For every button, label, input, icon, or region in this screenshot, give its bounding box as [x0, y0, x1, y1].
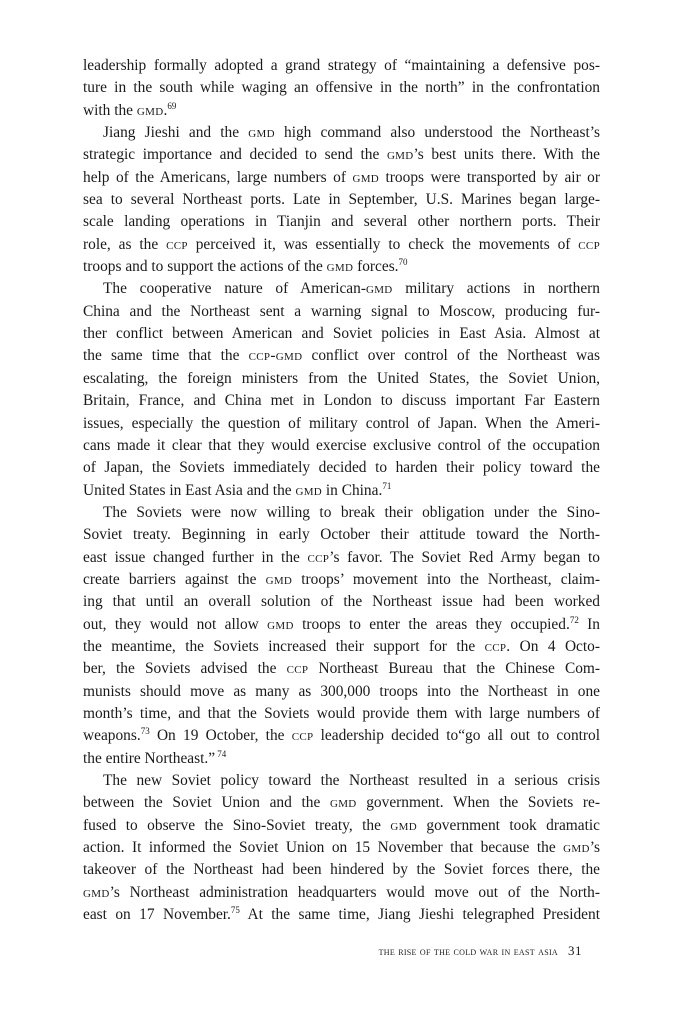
- small-caps-term: gmd: [329, 794, 357, 812]
- text-run: At the same time, Jiang Jieshi telegraphed President: [239, 906, 600, 924]
- small-caps-term: ccp: [484, 637, 507, 655]
- footnote-ref: 70: [398, 257, 408, 268]
- text-run: cans made it clear that they would exercise exclusive control of the occupation: [83, 436, 600, 454]
- text-run: in China.: [322, 481, 383, 499]
- small-caps-term: gmd: [326, 258, 354, 276]
- text-run: government took dramatic: [416, 816, 600, 834]
- text-run: troops were transported by air or: [379, 168, 600, 186]
- text-run: action. It informed the Soviet Union on 15 November that because the: [83, 839, 564, 857]
- text-run: Jiang Jieshi and the: [103, 124, 249, 142]
- text-run: munists should move as many as 300,000 troops into the Northeast in one: [83, 682, 600, 700]
- text-run: strategic importance and decided to send the: [83, 146, 387, 164]
- small-caps-term: gmd: [83, 883, 110, 901]
- small-caps-term: gmd: [386, 146, 414, 164]
- text-run: help of the Americans, large numbers of: [83, 168, 353, 186]
- footnote-ref: 74: [215, 748, 227, 759]
- small-caps-term: gmd: [248, 124, 275, 142]
- text-run: create barriers against the: [83, 570, 266, 588]
- text-run: of Japan, the Soviets immediately decided to harden their policy toward the: [83, 459, 600, 477]
- text-run: The cooperative nature of American-: [103, 280, 366, 298]
- text-line: [83, 480, 600, 502]
- text-line: [83, 256, 600, 278]
- small-caps-term: ccp-gmd: [248, 347, 303, 365]
- text-run: ’s: [589, 839, 600, 857]
- text-run: China and the Northeast sent a warning signal to Moscow, producing fur-: [83, 302, 600, 320]
- text-line: [83, 569, 600, 591]
- text-line: [83, 100, 600, 122]
- text-run: On 19 October, the: [149, 727, 292, 745]
- small-caps-term: gmd: [136, 101, 164, 119]
- text-run: troops’ movement into the Northeast, claim-: [292, 570, 600, 588]
- running-footer: [379, 943, 582, 959]
- text-run: leadership decided to“go all out to control: [313, 727, 601, 745]
- text-run: Northeast Bureau that the Chinese Com-: [308, 660, 601, 678]
- text-run: east issue changed further in the: [83, 548, 308, 566]
- small-caps-term: gmd: [390, 816, 417, 834]
- text-line: [83, 882, 600, 904]
- text-run: the entire Northeast.”: [83, 749, 216, 767]
- text-run: troops and to support the actions of the: [83, 258, 327, 276]
- text-line: [83, 614, 600, 636]
- text-run: ture in the south while waging an offensive in the north” in the confrontation: [83, 79, 600, 97]
- text-run: month’s time, and that the Soviets would provide them with large numbers of: [83, 704, 600, 722]
- text-run: between the Soviet Union and the: [83, 794, 330, 812]
- text-run: takeover of the Northeast had been hindered by the Soviet forces there, the: [83, 861, 600, 879]
- text-run: scale landing operations in Tianjin and several other northern ports. Their: [83, 213, 600, 231]
- text-run: high command also understood the Northeast’s: [274, 124, 600, 142]
- text-run: the same time that the: [83, 347, 249, 365]
- text-line: [83, 122, 600, 144]
- text-line: [83, 837, 600, 859]
- body-text: [83, 55, 600, 926]
- text-run: issues, especially the question of military control of Japan. When the Ameri-: [83, 414, 600, 432]
- text-run: Britain, France, and China met in London to discuss important Far Eastern: [83, 392, 600, 410]
- text-line: [83, 547, 600, 569]
- text-run: ber, the Soviets advised the: [83, 660, 287, 678]
- text-run: perceived it, was essentially to check the movements of: [187, 235, 579, 253]
- text-run: with the: [83, 101, 137, 119]
- text-run: weapons.: [83, 727, 141, 745]
- text-line: [83, 681, 600, 703]
- text-line: [83, 345, 600, 367]
- text-run: government. When the Soviets re-: [356, 794, 600, 812]
- text-line: [83, 301, 600, 323]
- small-caps-term: gmd: [265, 570, 293, 588]
- text-run: The Soviets were now willing to break their obligation under the Sino-: [103, 503, 600, 521]
- text-line: [83, 167, 600, 189]
- text-line: [83, 636, 600, 658]
- small-caps-term: ccp: [578, 235, 600, 253]
- text-line: [83, 815, 600, 837]
- text-run: . On 4 Octo-: [506, 637, 600, 655]
- small-caps-term: gmd: [267, 615, 294, 633]
- footnote-ref: 69: [167, 100, 177, 111]
- small-caps-term: gmd: [563, 839, 590, 857]
- footnote-ref: 72: [569, 614, 579, 625]
- text-line: [83, 502, 600, 524]
- text-run: ’s best units there. With the: [413, 146, 601, 164]
- page-number: 31: [568, 943, 582, 958]
- text-run: out, they would not allow: [83, 615, 268, 633]
- text-line: [83, 77, 600, 99]
- footnote-ref: 75: [230, 905, 240, 916]
- text-run: role, as the: [83, 235, 167, 253]
- running-title: the rise of the cold war in east asia: [378, 946, 558, 958]
- text-line: [83, 748, 600, 770]
- text-run: ing that until an overall solution of the Northeast issue had been worked: [83, 593, 600, 611]
- text-line: [83, 658, 600, 680]
- small-caps-term: ccp: [307, 548, 330, 566]
- text-run: the meantime, the Soviets increased their support for the: [83, 637, 485, 655]
- text-run: The new Soviet policy toward the Northeast resulted in a serious crisis: [103, 772, 600, 789]
- text-line: [83, 368, 600, 390]
- text-run: ther conflict between American and Soviet policies in East Asia. Almost at: [83, 325, 600, 343]
- small-caps-term: gmd: [365, 280, 393, 298]
- text-run: east on 17 November.: [83, 906, 231, 924]
- text-run: sea to several Northeast ports. Late in September, U.S. Marines began large-: [83, 191, 600, 209]
- text-line: [83, 770, 600, 792]
- text-line: [83, 390, 600, 412]
- text-run: .: [163, 101, 168, 119]
- text-run: troops to enter the areas they occupied.: [293, 615, 570, 633]
- text-run: forces.: [353, 258, 399, 276]
- small-caps-term: gmd: [352, 168, 380, 186]
- text-line: [83, 435, 600, 457]
- text-run: United States in East Asia and the: [83, 481, 296, 499]
- small-caps-term: ccp: [286, 660, 309, 678]
- text-run: ’s Northeast administration headquarters would move out of the North-: [109, 883, 600, 901]
- small-caps-term: gmd: [295, 481, 323, 499]
- text-line: [83, 725, 600, 747]
- text-line: [83, 278, 600, 300]
- footnote-ref: 71: [382, 480, 392, 491]
- small-caps-term: ccp: [291, 727, 314, 745]
- text-line: [83, 55, 600, 77]
- text-run: In: [578, 615, 600, 633]
- text-run: military actions in northern: [392, 280, 601, 298]
- text-line: [83, 904, 600, 926]
- text-run: fused to observe the Sino-Soviet treaty, the: [83, 816, 391, 834]
- text-run: conflict over control of the Northeast was: [302, 347, 600, 365]
- text-line: [83, 591, 600, 613]
- text-run: ’s favor. The Soviet Red Army began to: [329, 548, 600, 566]
- text-line: [83, 859, 600, 881]
- text-line: [83, 413, 600, 435]
- text-line: [83, 211, 600, 233]
- text-line: [83, 189, 600, 211]
- text-line: [83, 524, 600, 546]
- footnote-ref: 73: [140, 726, 150, 737]
- text-run: Soviet treaty. Beginning in early October their attitude toward the North-: [83, 526, 600, 544]
- text-run: escalating, the foreign ministers from the United States, the Soviet Union,: [83, 369, 600, 387]
- text-line: [83, 457, 600, 479]
- text-line: [83, 144, 600, 166]
- text-line: [83, 792, 600, 814]
- text-line: [83, 234, 600, 256]
- text-line: [83, 323, 600, 345]
- text-line: [83, 703, 600, 725]
- small-caps-term: ccp: [166, 235, 188, 253]
- text-run: leadership formally adopted a grand strategy of “maintaining a defensive pos-: [83, 57, 600, 74]
